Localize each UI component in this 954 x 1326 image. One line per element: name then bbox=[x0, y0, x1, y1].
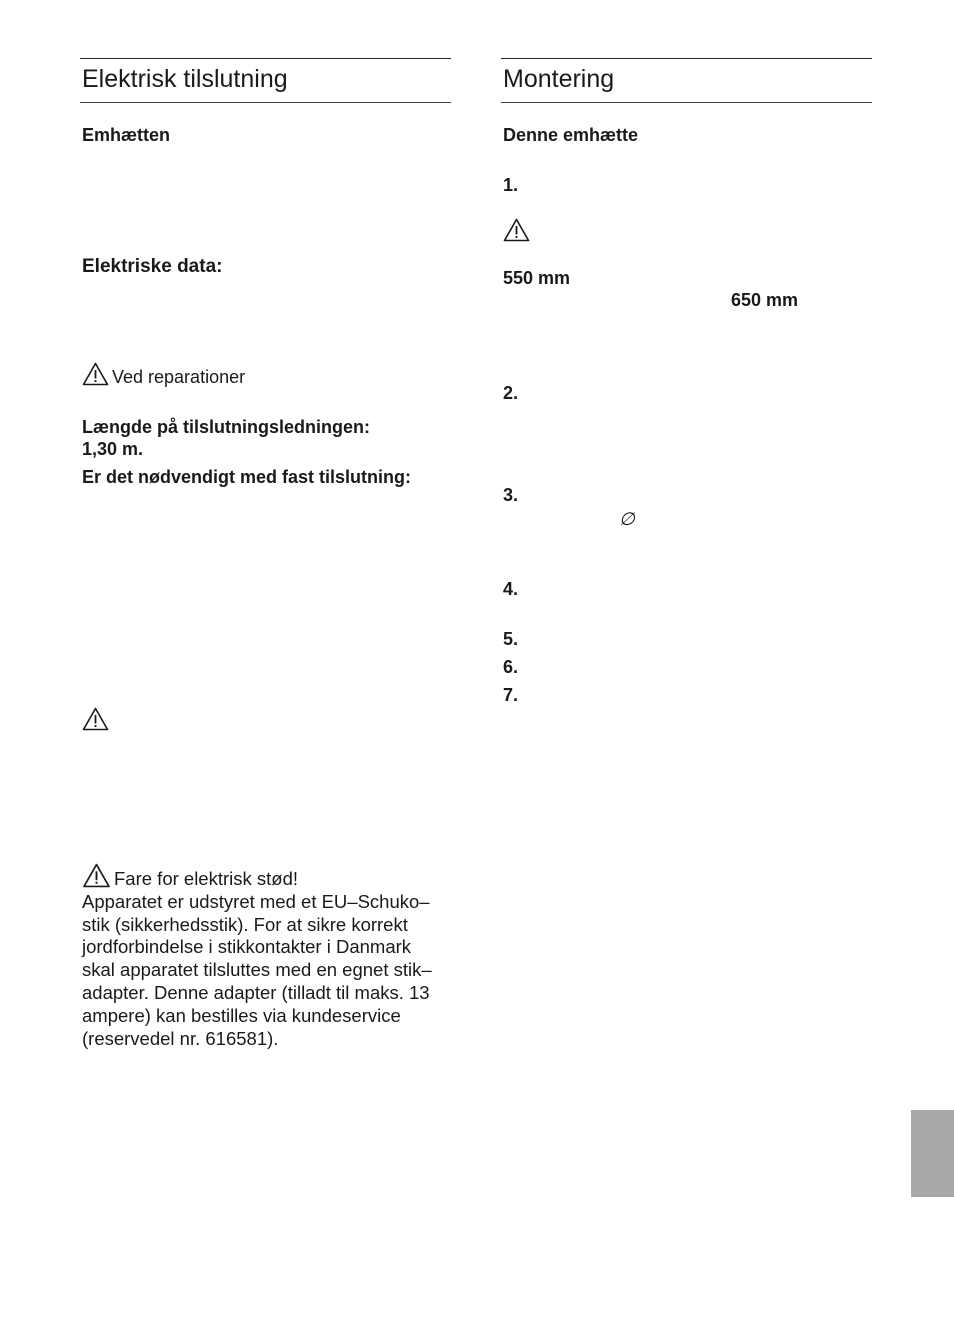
cable-length-label: Længde på tilslutningsledningen: bbox=[82, 417, 370, 437]
shock-line: (reservedel nr. 616581). bbox=[82, 1027, 279, 1049]
distance-value-max: 650 mm bbox=[731, 290, 799, 310]
step-number: 6. bbox=[503, 657, 519, 677]
step-number: 2. bbox=[503, 383, 519, 403]
step-number: 3. bbox=[503, 485, 519, 505]
distance-value-min: 550 mm bbox=[503, 268, 571, 288]
repair-note bbox=[82, 362, 245, 389]
shock-warning-title-text: Fare for elektrisk stød! bbox=[114, 868, 299, 889]
shock-line: adapter. Denne adapter (tilladt til maks. 13 bbox=[82, 981, 430, 1003]
fixed-connection-label: Er det nødvendigt med fast tilslutning: bbox=[82, 467, 412, 487]
right-heading-bottom-rule bbox=[501, 102, 872, 103]
warning-triangle-icon bbox=[503, 218, 530, 242]
electric-shock-warning bbox=[82, 863, 462, 1050]
left-heading-top-rule bbox=[80, 58, 451, 59]
step-number: 4. bbox=[503, 579, 519, 599]
step-number: 7. bbox=[503, 685, 519, 705]
repair-note-text: Ved reparationer bbox=[112, 367, 246, 387]
step-number: 5. bbox=[503, 629, 519, 649]
left-heading-bottom-rule bbox=[80, 102, 451, 103]
shock-warning-title bbox=[82, 863, 462, 891]
warning-triangle-icon bbox=[82, 362, 109, 386]
section-title-electrical: Elektrisk tilslutning bbox=[82, 65, 288, 93]
hood-intro: Emhætten bbox=[82, 125, 171, 145]
shock-line: Apparatet er udstyret med et EU–Schuko– bbox=[82, 890, 430, 912]
mounting-intro: Denne emhætte bbox=[503, 125, 639, 145]
language-side-tab bbox=[911, 1110, 954, 1197]
shock-line: ampere) kan bestilles via kundeservice bbox=[82, 1004, 401, 1026]
warning-triangle-icon bbox=[82, 707, 109, 731]
cable-length-value: 1,30 m. bbox=[82, 439, 144, 459]
section-title-mounting: Montering bbox=[503, 65, 615, 93]
shock-line: stik (sikkerhedsstik). For at sikre korrekt bbox=[82, 913, 408, 935]
diameter-symbol: ∅ bbox=[619, 509, 635, 529]
shock-line: skal apparatet tilsluttes med en egnet stik– bbox=[82, 959, 432, 981]
step-number: 1. bbox=[503, 175, 519, 195]
shock-line: jordforbindelse i stikkontakter i Danmark bbox=[82, 936, 412, 958]
electrical-data-heading: Elektriske data: bbox=[82, 256, 223, 277]
warning-triangle-icon bbox=[82, 863, 111, 888]
right-heading-top-rule bbox=[501, 58, 872, 59]
